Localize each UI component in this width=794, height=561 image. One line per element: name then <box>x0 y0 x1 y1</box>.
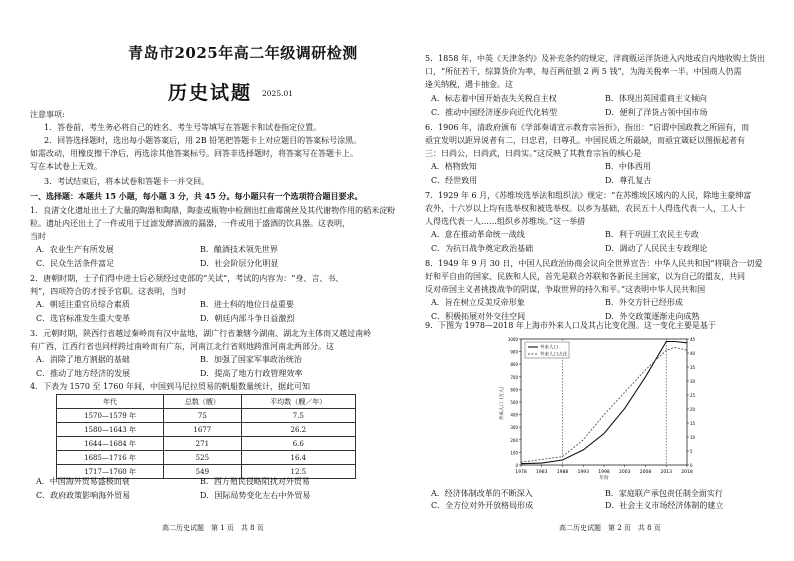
table-header: 平均数（艘／年） <box>241 395 355 409</box>
table-header: 年代 <box>57 395 164 409</box>
q5-option-c[interactable]: C．推动中国经济逐步向近代化转型 <box>431 108 558 117</box>
q7-stem-1: 7．1929 年 6 月，《苏维埃选举法和组织法》规定：“在苏维埃区域内的人民，除地主豪绅富 <box>425 191 752 200</box>
q1-option-a[interactable]: A．农业生产有所发展 <box>36 245 114 254</box>
q8-stem-3: 反对帝国主义者挑拨战争的阴谋，争取世界的持久和平。”这表明中华人民共和国 <box>425 285 706 294</box>
q6-stem-3: 三：曰尚公，曰尚武，曰尚实。”这反映了其教育宗旨的核心是 <box>425 149 642 158</box>
y2-tick-label: 0 <box>690 463 693 468</box>
q4-option-d[interactable]: D．国际局势变化左右中外贸易 <box>200 491 311 500</box>
note-2c: 写在本试卷上无效。 <box>30 162 102 171</box>
notes-head: 注意事项: <box>30 110 65 119</box>
exam-subtitle: 历史试题 <box>168 82 253 104</box>
q6-stem-2: 亟宜发明以距异说者有二，曰忠君，曰尊孔。中国民质之所最缺，而亟宜箴砭以图振起者有 <box>425 136 745 145</box>
q2-stem-1: 2．唐朝时期，士子们得中进士后必须经过吏部的“关试”，考试的内容为：“身、言、书、 <box>30 274 344 283</box>
legend-label: 外来人口占比 <box>540 352 567 358</box>
y2-tick-label: 35 <box>690 365 696 370</box>
q8-option-d[interactable]: D．外交政策逐渐走向成熟 <box>605 312 700 321</box>
table-cell: 75 <box>164 409 241 423</box>
q7-stem-3: 人得选代表一人……组织乡苏维埃。”这一举措 <box>425 217 586 226</box>
q4-option-a[interactable]: A．中国海外贸易盛极而衰 <box>36 477 130 486</box>
table-row <box>57 437 356 451</box>
q8-stem-1: 8．1949 年 9 月 30 日，中国人民政治协商会议向全世界宣告：中华人民共和国“将联合一切爱 <box>425 259 763 268</box>
q7-option-a[interactable]: A．意在推动革命统一战线 <box>431 230 525 239</box>
series-line <box>521 342 687 464</box>
note-1: 1．答卷前，考生务必将自己的姓名、考生号等填写在答题卡和试卷指定位置。 <box>44 123 322 132</box>
x-tick-label: 2008 <box>639 470 652 475</box>
table-header-row <box>57 395 356 409</box>
q7-stem-2: 农外，十六岁以上均有选举权和被选举权。以乡为基础，农民五十人得选代表一人，工人十 <box>425 204 745 213</box>
q3-option-a[interactable]: A．消除了地方割据的基础 <box>36 355 130 364</box>
y-tick-label: 100 <box>510 450 518 456</box>
q1-stem-1: 1．良渚文化遗址出土了大量的陶器和陶鼎，陶壶或瓶物中检测出红曲霉菌丝及其代谢物作用的稻米淀粉 <box>30 206 396 215</box>
q9-option-b[interactable]: B．家庭联产承包责任制全面实行 <box>605 489 723 498</box>
note-2b: 如需改动，用橡皮擦干净后，再选涂其他答案标号。回答非选择题时，将答案写在答题卡上。 <box>30 149 358 158</box>
q3-stem-2: 有广西，江西行省也同样跨过南岭而有广东，河南江北行省则地跨淮河南北两部分。这 <box>30 342 334 351</box>
y2-tick-label: 10 <box>690 435 696 440</box>
q5-option-b[interactable]: B．体现出英国重商主义倾向 <box>605 94 707 103</box>
q6-option-d[interactable]: D．尊孔复古 <box>605 176 652 185</box>
y2-tick-label: 15 <box>690 421 696 426</box>
q6-option-b[interactable]: B．中体西用 <box>605 162 651 171</box>
q2-option-d[interactable]: D．朝廷内部斗争日益激烈 <box>200 314 295 323</box>
q2-option-c[interactable]: C．选官标准发生重大变革 <box>36 314 131 323</box>
series-line <box>521 347 687 462</box>
legend-label: 外来人口 <box>540 345 558 351</box>
q8-option-c[interactable]: C．积极拓展对外交往空间 <box>431 312 526 321</box>
table-cell: 26.2 <box>241 423 355 437</box>
q4-stem: 4．下表为 1570 至 1760 年间，中国到马尼拉贸易的帆船数量统计，据此可知 <box>30 382 310 391</box>
q7-option-c[interactable]: C．为抗日战争奠定政治基础 <box>431 244 534 253</box>
q5-stem-1: 5．1858 年，中英《天津条约》及补充条约的规定，洋商贩运洋货进入内地或自内地收购土货出 <box>425 54 765 63</box>
q1-option-c[interactable]: C．民众生活条件富足 <box>36 259 115 268</box>
page-footer: 高二历史试题 第 1 页 共 8 页 <box>162 524 264 532</box>
y-tick-label: 500 <box>510 400 518 405</box>
q1-option-b[interactable]: B．酿酒技术领先世界 <box>200 245 278 254</box>
table-cell: 525 <box>164 451 241 465</box>
q3-option-c[interactable]: C．推动了地方经济的发展 <box>36 369 131 378</box>
table-cell: 12.5 <box>241 465 355 479</box>
note-3: 3．考试结束后，将本试卷和答题卡一并交回。 <box>44 177 210 186</box>
x-tick-label: 1993 <box>577 470 589 475</box>
table-row <box>57 423 356 437</box>
y-tick-label: 600 <box>510 387 518 393</box>
table-cell: 1580—1643 年 <box>57 423 164 437</box>
q9-option-c[interactable]: C．全方位对外开放格局形成 <box>431 501 534 510</box>
y-tick-label: 900 <box>510 349 518 355</box>
q5-option-d[interactable]: D．便利了洋货占领中国市场 <box>605 108 708 117</box>
y-tick-label: 800 <box>510 362 518 368</box>
y-tick-label: 200 <box>510 437 518 443</box>
q2-option-b[interactable]: B．进士科的地位日益重要 <box>200 300 294 309</box>
q6-option-a[interactable]: A．格物致知 <box>431 162 477 171</box>
page-footer: 高二历史试题 第 2 页 共 8 页 <box>559 524 661 532</box>
y2-tick-label: 40 <box>690 351 696 356</box>
x-tick-label: 1998 <box>598 470 610 475</box>
y2-tick-label: 45 <box>690 337 696 342</box>
table-row <box>57 451 356 465</box>
table-cell: 1717—1760 年 <box>57 465 164 479</box>
y-tick-label: 700 <box>510 374 518 380</box>
q5-stem-2: 口，“所征若干，综算货价为率，每百两征银 2 两 5 钱”，为海关税率一半。中国商人仍需 <box>425 67 742 76</box>
q1-stem-2: 粒。遗址内还出土了一件或用于过滤发酵酒液的漏器，一件或用于盛酒的饮具器。这表明， <box>30 219 350 228</box>
q3-option-b[interactable]: B．加强了国家军事政治统治 <box>200 355 302 364</box>
table-cell: 1685—1716 年 <box>57 451 164 465</box>
q2-option-a[interactable]: A．朝廷注重官员综合素质 <box>36 300 130 309</box>
y2-tick-label: 20 <box>690 407 696 412</box>
q9-option-d[interactable]: D．社会主义市场经济体制的建立 <box>605 501 724 510</box>
q8-stem-2: 好和平自由的国家、民族和人民，首先是联合苏联和各新民主国家，以为自己的盟友，共同 <box>425 272 745 281</box>
q6-option-c[interactable]: C．经世致用 <box>431 176 478 185</box>
table-cell: 16.4 <box>241 451 355 465</box>
q8-option-b[interactable]: B．外交方针已经形成 <box>605 298 683 307</box>
y2-tick-label: 5 <box>690 449 693 454</box>
q4-option-c[interactable]: C．政府政策影响海外贸易 <box>36 491 131 500</box>
q1-option-d[interactable]: D．社会阶层分化明显 <box>200 259 279 268</box>
exam-title: 青岛市2025年高二年级调研检测 <box>128 44 358 62</box>
table-cell: 1570—1579 年 <box>57 409 164 423</box>
q4-option-b[interactable]: B．西方殖民侵略阻扰对外贸易 <box>200 477 310 486</box>
q9-option-a[interactable]: A．经济体制改革的不断深入 <box>431 489 533 498</box>
x-tick-label: 1983 <box>536 470 548 475</box>
exam-date: 2025.01 <box>262 89 294 98</box>
table-cell: 549 <box>164 465 241 479</box>
section-heading: 一、选择题：本题共 15 小题，每小题 3 分，共 45 分。每小题只有一个选项符合题目要求。 <box>30 191 363 201</box>
table-cell: 1644—1684 年 <box>57 437 164 451</box>
table-row <box>57 409 356 423</box>
x-tick-label: 2018 <box>681 470 693 475</box>
x-tick-label: 1978 <box>515 470 527 475</box>
x-tick-label: 2003 <box>619 470 631 475</box>
y-tick-label: 400 <box>510 412 518 418</box>
y-tick-label: 0 <box>515 463 518 468</box>
y2-tick-label: 25 <box>690 393 696 398</box>
q8-option-a[interactable]: A．旨在树立反美反帝形象 <box>431 298 525 307</box>
y2-tick-label: 30 <box>690 379 696 384</box>
q7-option-d[interactable]: D．调动了人民民主专政理论 <box>605 244 708 253</box>
x-axis-label: 年份 <box>599 476 609 481</box>
q5-option-a[interactable]: A．标志着中国开始丧失关税自主权 <box>431 94 557 103</box>
q3-stem-1: 3．元朝时期，陕西行省越过秦岭而有汉中盆地，湖广行省兼辖今湖南、湖北为主体而又越过南岭 <box>30 329 372 338</box>
q3-option-d[interactable]: D．提高了地方行政管理效率 <box>200 369 303 378</box>
note-2: 2．回答选择题时，选出每小题答案后，用 2B 铅笔把答题卡上对应题目的答案标号涂黑。 <box>44 136 362 145</box>
q7-option-b[interactable]: B．利于巩固工农民主专政 <box>605 230 699 239</box>
q5-stem-3: 逢关纳税，遇卡抽金。这 <box>425 80 513 89</box>
table-cell: 7.5 <box>241 409 355 423</box>
table-cell: 271 <box>164 437 241 451</box>
q4-table <box>56 394 356 479</box>
y-tick-label: 300 <box>510 425 518 431</box>
q6-stem-1: 6．1906 年，清政府颁布《学部奏请宣示教育宗旨折》，指出：“启谓中国政教之所固有，而 <box>425 123 750 132</box>
table-cell: 6.6 <box>241 437 355 451</box>
q9-stem: 9．下图为 1978—2018 年上海市外来人口及其占比变化图。这一变化主要是基于 <box>425 321 716 330</box>
q2-stem-2: 判”，四项符合的才授予官职。这表明，当时 <box>30 287 187 296</box>
y-axis-label: 外来人口（万人） <box>500 384 505 420</box>
x-tick-label: 1988 <box>556 470 569 475</box>
population-chart <box>497 333 719 481</box>
x-tick-label: 2013 <box>660 470 672 475</box>
table-cell: 1677 <box>164 423 241 437</box>
q1-stem-3: 当时 <box>30 232 46 241</box>
table-header: 总数（艘） <box>164 395 241 409</box>
y-tick-label: 1000 <box>507 337 518 342</box>
